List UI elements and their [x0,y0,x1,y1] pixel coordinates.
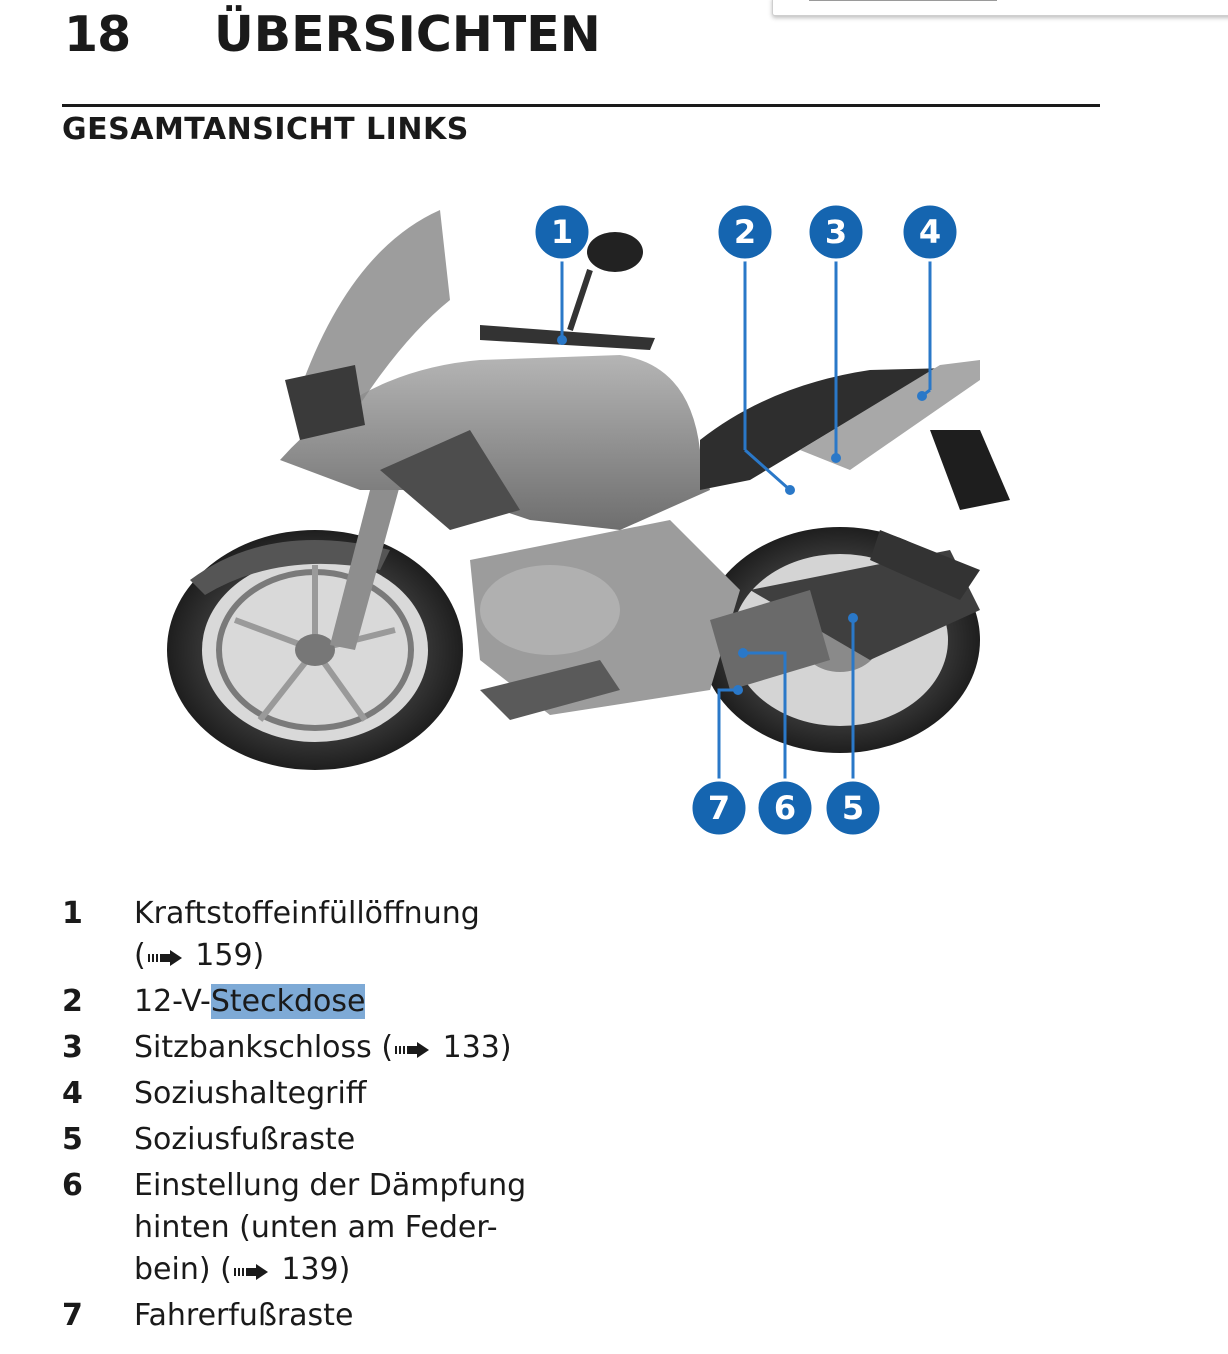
legend-item-6 [62,1165,662,1291]
legend-item-5 [62,1119,662,1161]
legend-label: Soziushaltegriff [134,1076,367,1111]
page-reference[interactable]: ( 159) [134,938,265,973]
callout-7 [691,780,747,836]
callout-3-number: 3 [824,213,848,251]
page-reference-number: 139 [281,1252,339,1287]
legend-list [62,893,662,1337]
license-plate-holder [930,430,1010,510]
legend-number: 7 [62,1298,83,1333]
callout-3 [808,204,864,260]
chapter-title: ÜBERSICHTEN [214,6,601,63]
header-rule [62,104,1100,107]
callout-6-number: 6 [773,789,797,827]
legend-item-4 [62,1073,662,1115]
legend-number: 5 [62,1122,83,1157]
callout-2 [717,204,773,260]
legend-number: 6 [62,1168,83,1203]
overlapping-window-edge [772,0,1228,16]
callout-2-number: 2 [733,213,757,251]
legend-label-line-1: Einstellung der Dämpfung [134,1168,527,1203]
legend-number: 3 [62,1030,83,1065]
motorcycle-illustration [150,190,1050,850]
window-edge-bar [809,0,997,1]
legend-label: Soziusfußraste [134,1122,356,1157]
legend-number: 1 [62,896,83,931]
legend-label-line-3: bein) [134,1252,211,1287]
legend-item-1 [62,893,662,977]
legend-label-line-2: hinten (unten am Feder- [134,1210,498,1245]
page-reference-arrow-icon [393,1042,433,1058]
section-title: GESAMTANSICHT LINKS [62,112,469,147]
callout-6 [757,780,813,836]
callout-7-number: 7 [707,789,731,827]
legend-item-7 [62,1295,662,1337]
mirror [587,232,643,272]
chapter-number: 18 [64,6,131,63]
cylinder [480,565,620,655]
callout-1-number: 1 [550,213,574,251]
legend-label-prefix: 12-V- [134,984,211,1019]
page-reference[interactable]: ( 139) [220,1252,351,1287]
legend-label: Sitzbankschloss [134,1030,372,1065]
legend-label: Kraftstoffeinfüllöffnung [134,896,480,931]
callout-4 [902,204,958,260]
page-reference-arrow-icon [232,1264,272,1280]
legend-label: Fahrerfußraste [134,1298,354,1333]
legend-number: 2 [62,984,83,1019]
motorcycle-figure [150,190,1050,850]
selected-text-highlight[interactable]: Steckdose [210,984,366,1019]
page-reference-arrow-icon [146,950,186,966]
callout-5 [825,780,881,836]
page-reference-number: 133 [442,1030,500,1065]
page-reference[interactable]: ( 133) [381,1030,512,1065]
callout-1 [534,204,590,260]
page-reference-number: 159 [195,938,253,973]
legend-item-2 [62,981,662,1023]
legend-number: 4 [62,1076,83,1111]
legend-item-3 [62,1027,662,1069]
callout-4-number: 4 [918,213,942,251]
callout-5-number: 5 [841,789,865,827]
